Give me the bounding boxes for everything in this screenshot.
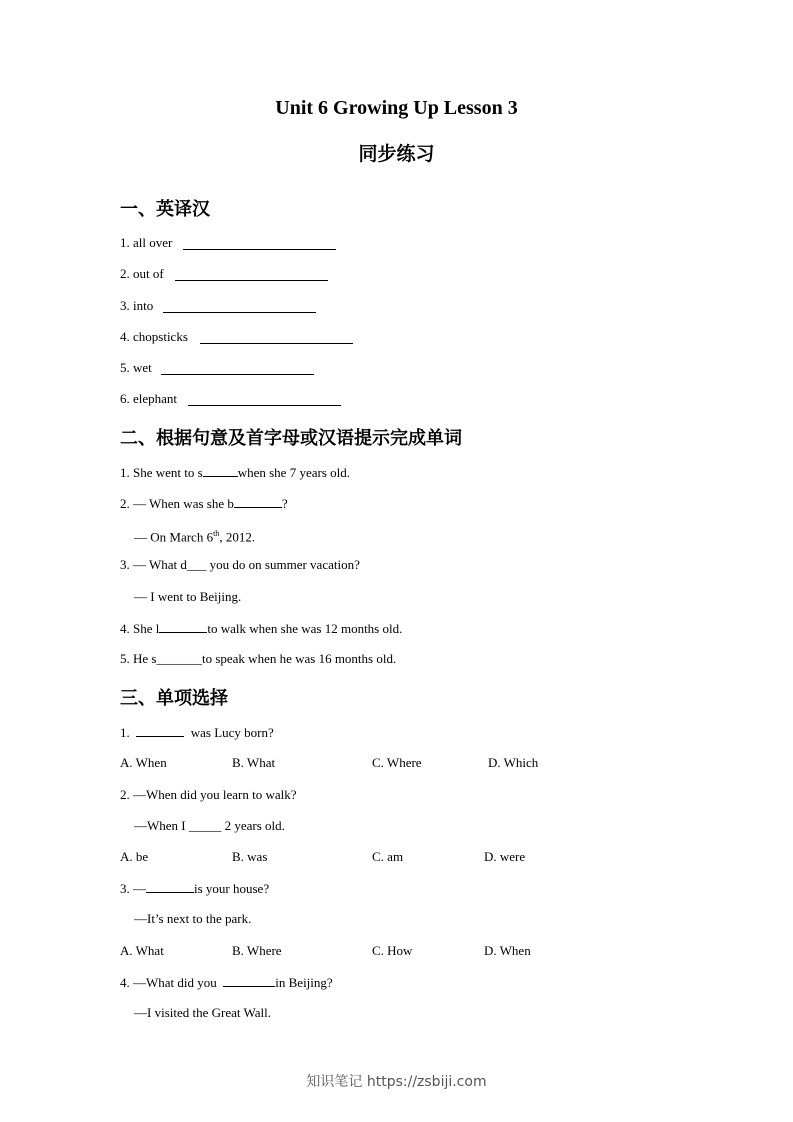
question-text: to walk when she was 12 months old. <box>207 621 403 636</box>
option-a[interactable]: A. What <box>120 943 164 958</box>
answer-blank[interactable] <box>136 724 184 737</box>
section-heading-2: 二、根据句意及首字母或汉语提示完成单词 <box>120 428 462 449</box>
option-c[interactable]: C. How <box>372 943 413 958</box>
fill-question-5: 5. He s_______to speak when he was 16 months old. <box>120 651 397 666</box>
vocab-item-3 <box>120 298 153 314</box>
question-number: 1. <box>120 725 130 740</box>
choice-question-1 <box>120 724 274 741</box>
answer-blank-6[interactable] <box>188 405 341 406</box>
option-b[interactable]: B. Where <box>232 943 282 958</box>
option-b[interactable]: B. What <box>232 755 276 770</box>
vocab-item-1 <box>120 235 172 251</box>
question-text: is your house? <box>194 881 270 896</box>
question-text: 2. — When was she b <box>120 496 234 511</box>
choice-question-3-reply: —It’s next to the park. <box>134 911 252 926</box>
option-d[interactable]: D. were <box>484 849 526 864</box>
vocab-item-text: 6. elephant <box>120 391 178 406</box>
answer-blank-2[interactable] <box>175 280 328 281</box>
choice-question-2-reply: —When I _____ 2 years old. <box>134 818 285 833</box>
vocab-item-4 <box>120 329 188 345</box>
page-title: Unit 6 Growing Up Lesson 3 <box>275 97 518 119</box>
answer-blank[interactable] <box>234 495 282 508</box>
question-text: ? <box>281 496 288 511</box>
choice-question-2: 2. —When did you learn to walk? <box>120 787 297 802</box>
fill-question-2 <box>120 495 288 512</box>
answer-blank[interactable] <box>223 974 275 987</box>
question-text: 3. — <box>120 881 146 896</box>
page-subtitle: 同步练习 <box>358 143 435 165</box>
vocab-item-text: 2. out of <box>120 266 164 281</box>
reply-text: — On March 6 <box>134 529 214 545</box>
section-heading-1: 一、英译汉 <box>120 199 210 220</box>
choice-question-4 <box>120 974 333 991</box>
vocab-item-text: 4. chopsticks <box>120 329 188 344</box>
fill-question-3-reply: — I went to Beijing. <box>134 589 242 604</box>
question-text: was Lucy born? <box>190 725 274 740</box>
answer-blank-3[interactable] <box>163 312 316 313</box>
vocab-item-text: 1. all over <box>120 235 173 250</box>
choice-question-4-reply: —I visited the Great Wall. <box>134 1005 271 1020</box>
fill-question-1 <box>120 464 350 481</box>
option-b[interactable]: B. was <box>232 849 268 864</box>
answer-blank-4[interactable] <box>200 343 353 344</box>
answer-blank[interactable] <box>203 464 238 477</box>
option-d[interactable]: D. When <box>484 943 531 958</box>
option-a[interactable]: A. When <box>120 755 167 770</box>
vocab-item-text: 5. wet <box>120 360 152 375</box>
fill-question-2-reply <box>134 526 255 545</box>
footer-watermark: 知识笔记 https://zsbiji.com <box>306 1074 487 1090</box>
option-c[interactable]: C. Where <box>372 755 422 770</box>
option-a[interactable]: A. be <box>120 849 149 864</box>
question-text: in Beijing? <box>275 975 333 990</box>
answer-blank[interactable] <box>146 880 194 893</box>
answer-blank[interactable] <box>159 620 207 633</box>
answer-blank-1[interactable] <box>183 249 336 250</box>
ordinal-suffix: th <box>213 529 220 538</box>
vocab-item-5 <box>120 360 152 376</box>
choice-question-3 <box>120 880 269 897</box>
answer-blank-5[interactable] <box>161 374 314 375</box>
vocab-item-6 <box>120 391 177 407</box>
question-text: 4. —What did you <box>120 975 217 990</box>
option-c[interactable]: C. am <box>372 849 404 864</box>
fill-question-3: 3. — What d___ you do on summer vacation? <box>120 557 360 572</box>
option-d[interactable]: D. Which <box>488 755 539 770</box>
fill-question-4 <box>120 620 402 637</box>
vocab-item-2 <box>120 266 164 282</box>
section-heading-3: 三、单项选择 <box>120 688 228 709</box>
vocab-item-text: 3. into <box>120 298 154 313</box>
question-text: 4. She l <box>120 621 160 636</box>
question-text: 1. She went to s <box>120 465 203 480</box>
question-text: when she 7 years old. <box>237 465 350 480</box>
reply-text: , 2012. <box>219 529 256 545</box>
